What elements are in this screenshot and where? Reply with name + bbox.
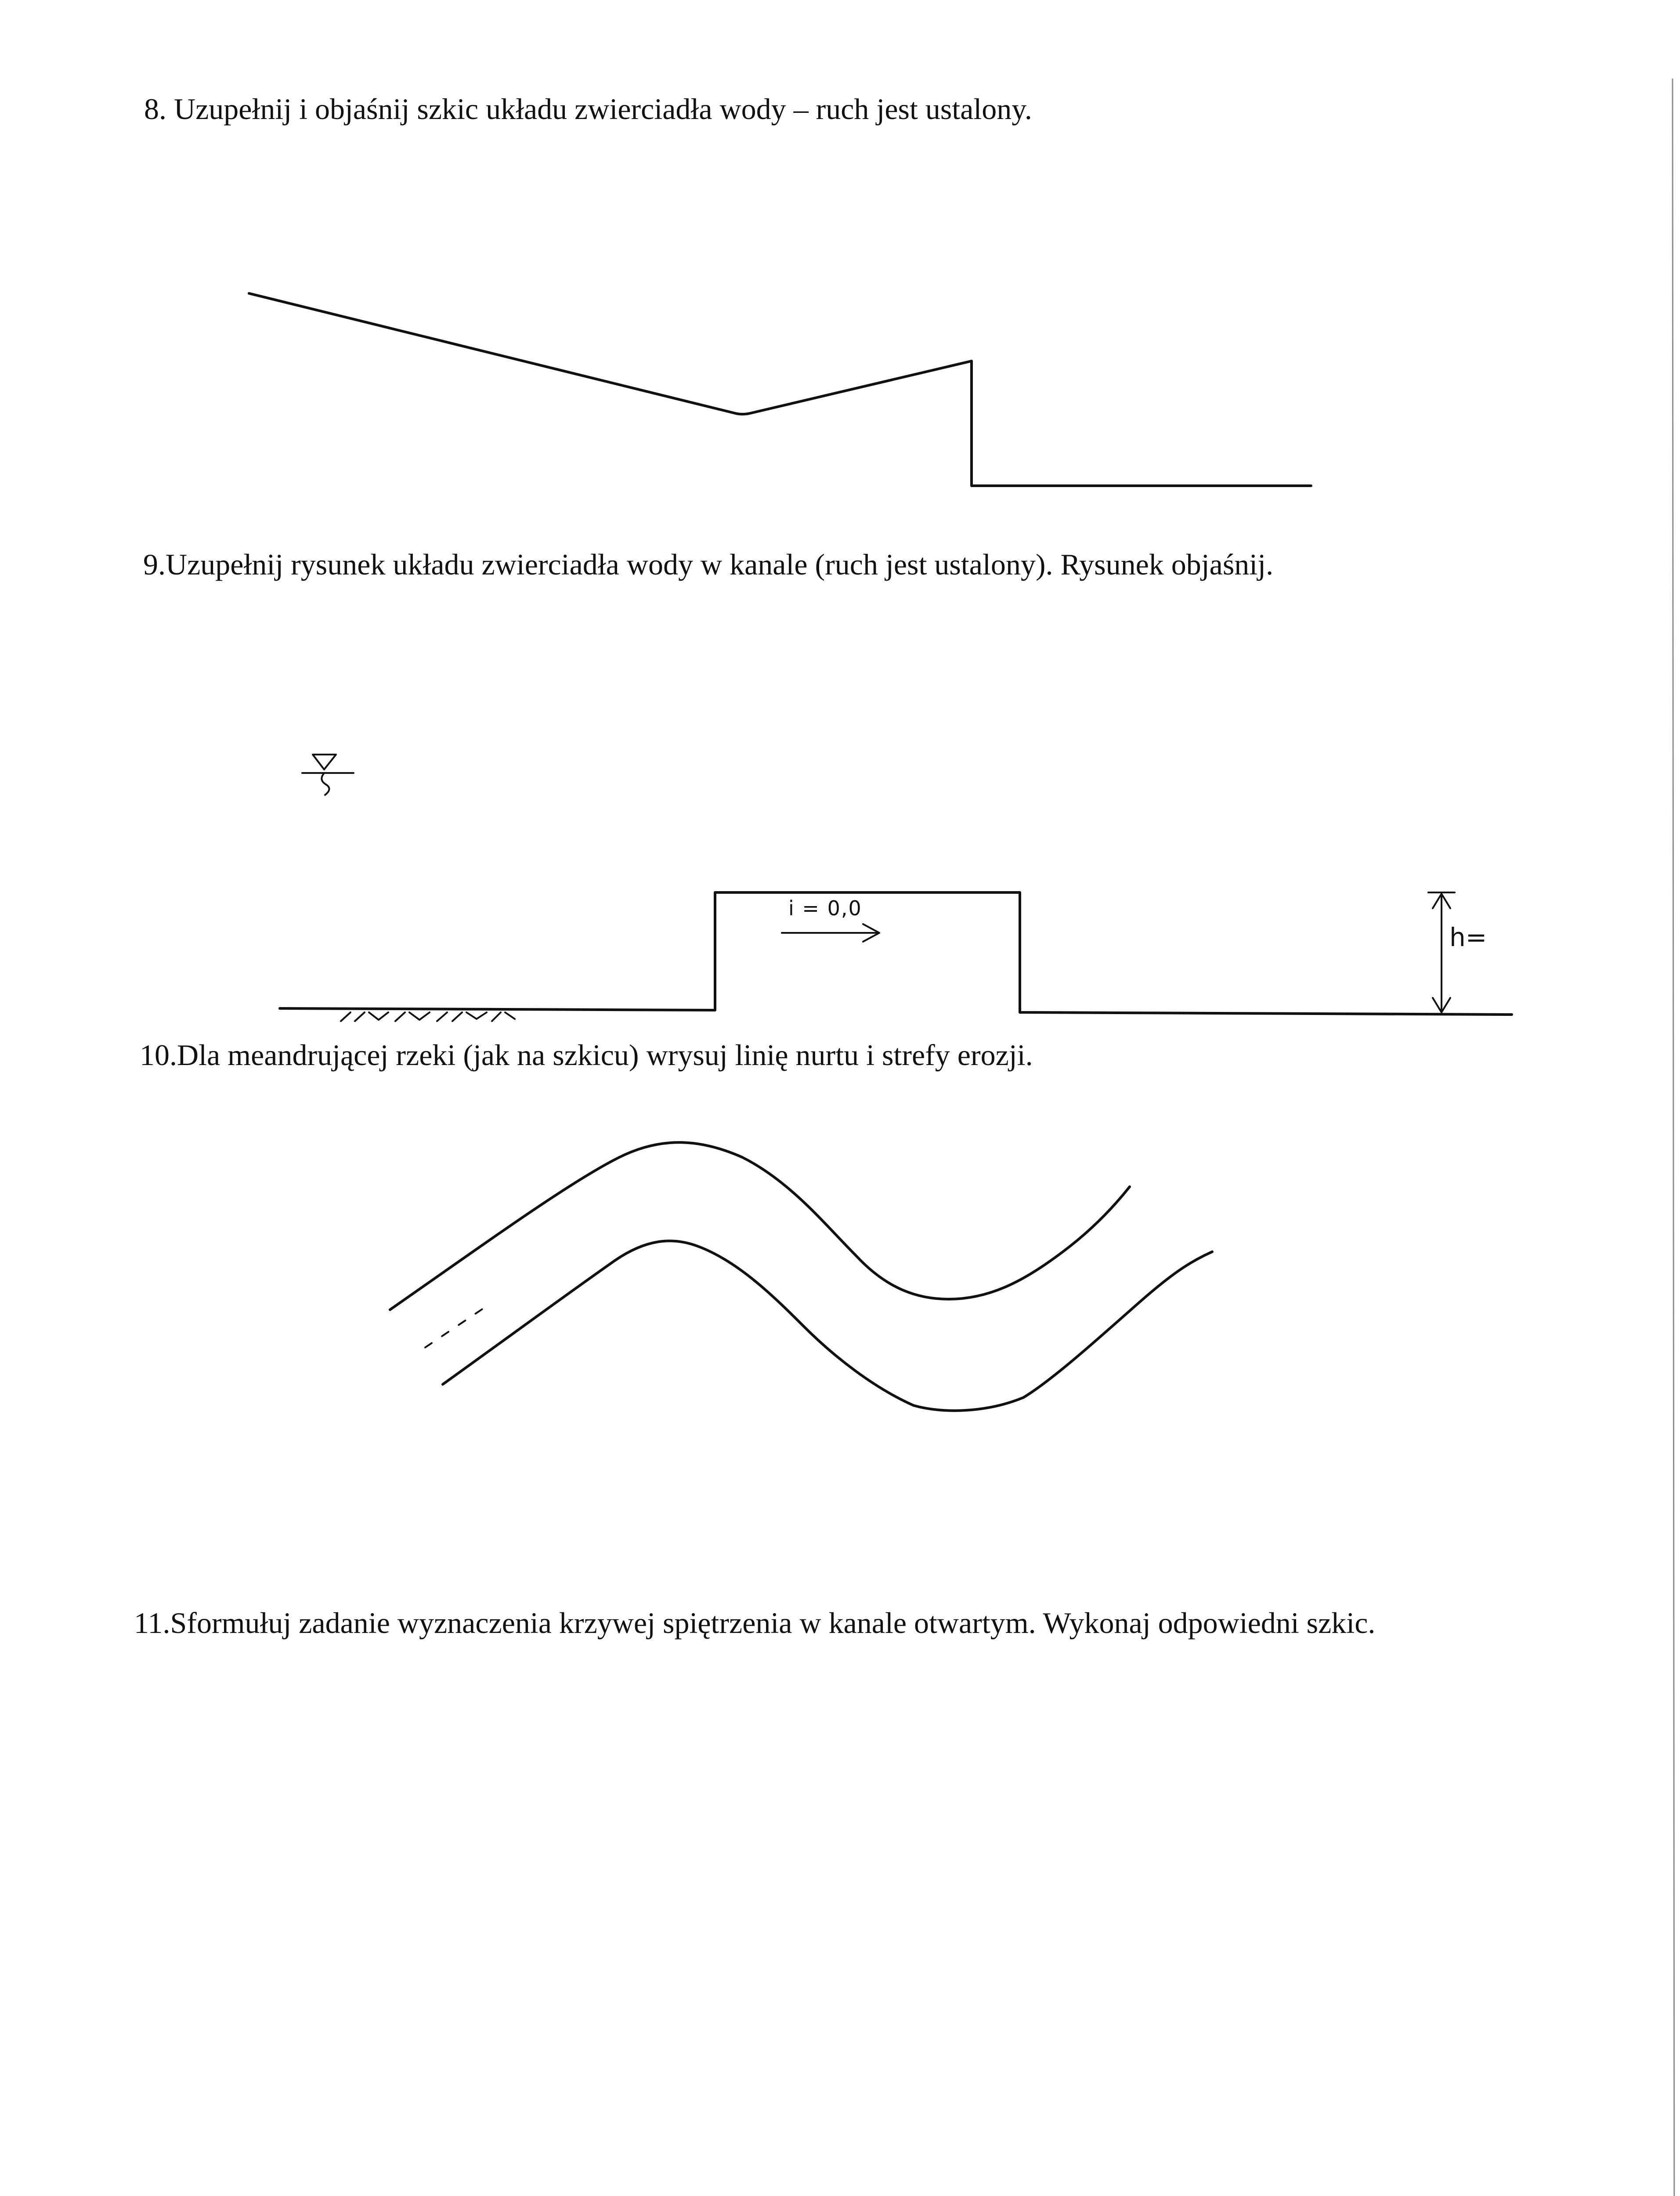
scan-edge-line [1673, 79, 1674, 2196]
depth-dimension-icon [1428, 892, 1455, 1012]
river-dashed-continuation [425, 1308, 484, 1347]
question-9-text: 9.Uzupełnij rysunek układu zwierciadła wody w kanale (ruch jest ustalony). Rysunek objaśnij. [143, 548, 1274, 581]
question-8-text: 8. Uzupełnij i objaśnij szkic układu zwierciadła wody – ruch jest ustalony. [144, 92, 1032, 126]
depth-label: h= [1449, 922, 1487, 952]
figure-8-channel-profile [249, 293, 1311, 486]
river-upper-bank [390, 1142, 1130, 1310]
ground-hatching-icon [341, 1012, 515, 1021]
figure-9-bed-line [280, 892, 1512, 1015]
question-11-text: 11.Sformułuj zadanie wyznaczenia krzywej spiętrzenia w kanale otwartym. Wykonaj odpowiedni szkic. [134, 1606, 1376, 1640]
question-10-text: 10.Dla meandrującej rzeki (jak na szkicu) wrysuj linię nurtu i strefy erozji. [140, 1038, 1033, 1072]
slope-label: i = 0,0 [788, 896, 862, 920]
figure-8-bed-line [249, 293, 1311, 486]
flow-arrow-icon [782, 924, 879, 942]
water-level-icon [302, 755, 354, 795]
river-lower-bank [443, 1241, 1212, 1410]
figure-10-meandering-river [390, 1142, 1212, 1411]
figure-9-channel-with-sill [280, 755, 1512, 1021]
